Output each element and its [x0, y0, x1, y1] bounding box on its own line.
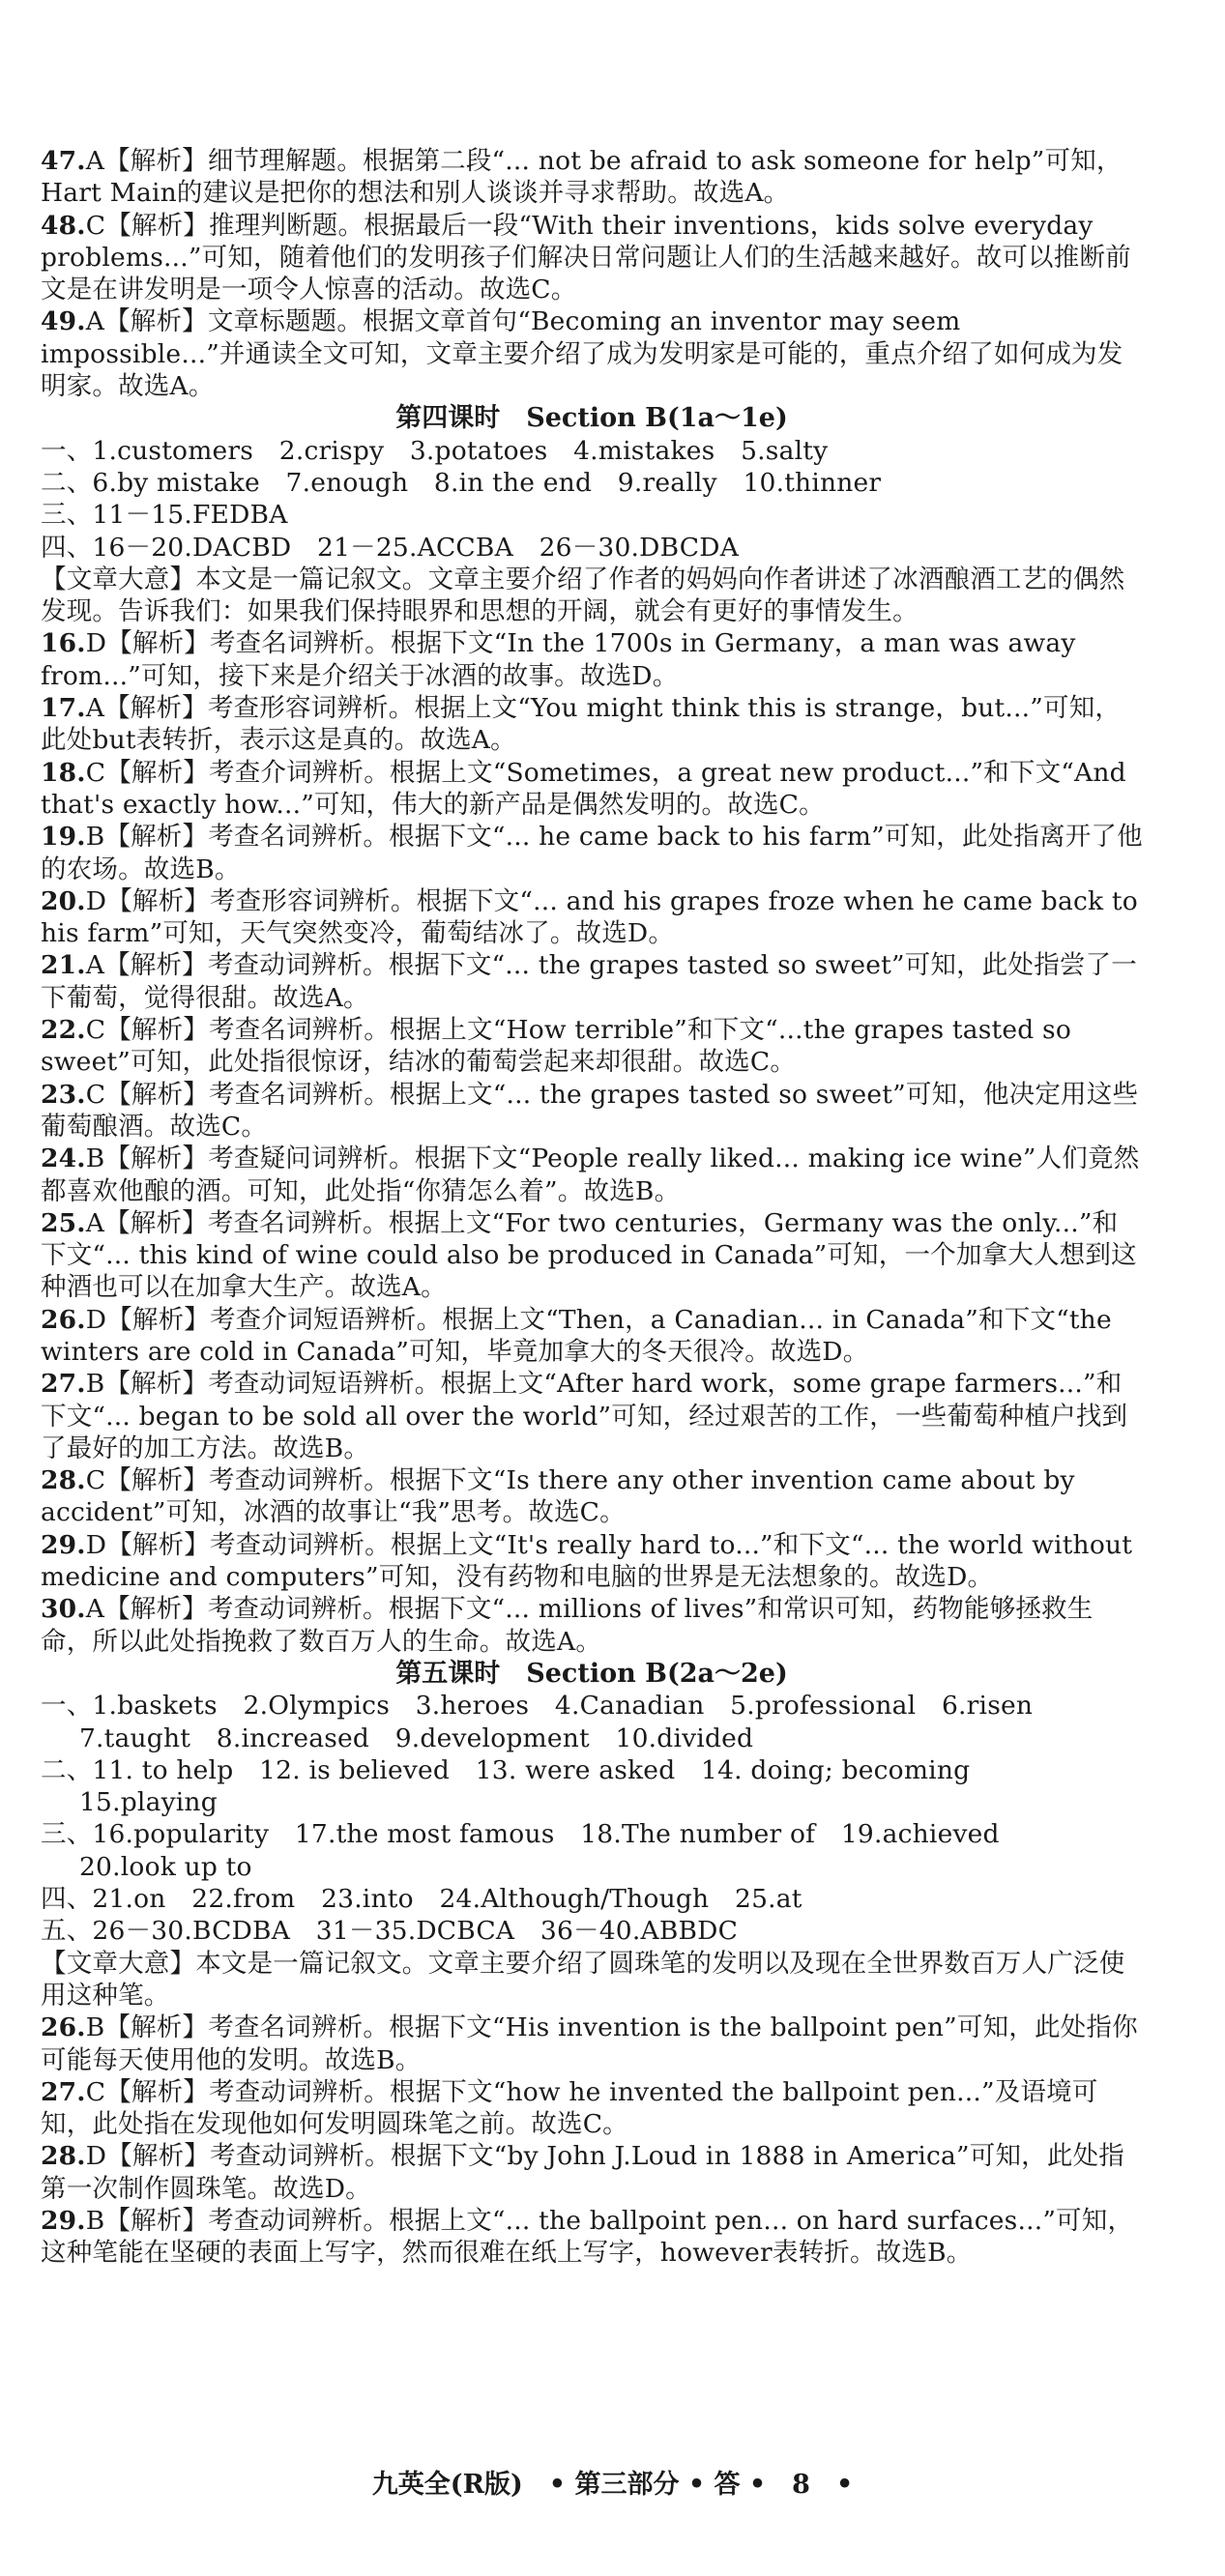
- answers-part4: 四、16－20.DACBD 21－25.ACCBA 26－30.DBCDA: [41, 532, 740, 563]
- section-heading-lesson5: 第五课时 Section B(2a～2e): [395, 1658, 788, 1689]
- answer-28-lesson5: 28.D【解析】考查动词辨析。根据下文“by John J.Loud in 1888 in America”可知，此处指第一次制作圆珠笔。故选D。: [41, 2141, 1124, 2204]
- answer-27: 27.B【解析】考查动词短语辨析。根据上文“After hard work，some grape farmers...”和下文“... began to be sold all over the world”可知，经过艰苦的工作，一些葡萄种植户找到了最好的加工方法。故选B。: [41, 1369, 1128, 1463]
- page-footer: 九英全(R版) • 第三部分 • 答 • 8 •: [371, 2470, 854, 2500]
- answer-16: 16.D【解析】考查名词辨析。根据下文“In the 1700s in Germany，a man was away from...”可知，接下来是介绍关于冰酒的故事。故选D。: [41, 628, 1076, 691]
- section-heading-lesson4: 第四课时 Section B(1a～1e): [395, 403, 788, 434]
- answer-23: 23.C【解析】考查名词辨析。根据上文“... the grapes tasted so sweet”可知，他决定用这些葡萄酿酒。故选C。: [41, 1079, 1139, 1142]
- answer-22: 22.C【解析】考查名词辨析。根据上文“How terrible”和下文“...the grapes tasted so sweet”可知，此处指很惊讶，结冰的葡萄尝起来却很甜。故选C。: [41, 1015, 1071, 1078]
- answer-18: 18.C【解析】考查介词辨析。根据上文“Sometimes，a great new product...”和下文“And that's exactly how...”可知，伟大的新产品是偶然发明的。故选C。: [41, 757, 1126, 820]
- answer-29: 29.D【解析】考查动词辨析。根据上文“It's really hard to...”和下文“... the world without medicine and computers”可知，没有药物和电脑的世界是无法想象的。故选D。: [41, 1529, 1133, 1593]
- answer-47: 47.A【解析】细节理解题。根据第二段“... not be afraid to ask someone for help”可知，Hart Main的建议是把你的想法和别人谈谈并寻求帮助。故选A。: [41, 146, 1123, 209]
- answers-part2-lesson5: 二、11. to help 12. is believed 13. were asked 14. doing; becoming: [41, 1754, 971, 1785]
- answer-27-lesson5: 27.C【解析】考查动词辨析。根据下文“how he invented the ballpoint pen...”及语境可知，此处指在发现他如何发明圆珠笔之前。故选C。: [41, 2076, 1098, 2140]
- answer-19: 19.B【解析】考查名词辨析。根据下文“... he came back to his farm”可知，此处指离开了他的农场。故选B。: [41, 822, 1143, 884]
- answer-20: 20.D【解析】考查形容词辨析。根据下文“... and his grapes froze when he came back to his farm”可知，天气突然变冷，葡萄结冰了。故选D。: [41, 885, 1138, 949]
- answer-28: 28.C【解析】考查动词辨析。根据下文“Is there any other invention came about by accident”可知，冰酒的故事让“我”思考。故选C。: [41, 1465, 1075, 1528]
- answer-26: 26.D【解析】考查介词短语辨析。根据上文“Then，a Canadian... in Canada”和下文“the winters are cold in Canada”可知，毕竟加拿大的冬天很冷。故选D。: [41, 1304, 1112, 1367]
- answer-25: 25.A【解析】考查名词辨析。根据上文“For two centuries，Germany was the only...”和下文“... this kind of wine could also be produced in Canada”可知，一个加拿大人想到这种酒也可以在加拿大生产。故选A。: [41, 1207, 1137, 1303]
- answers-part4-lesson5: 四、21.on 22.from 23.into 24.Although/Though 25.at: [41, 1884, 802, 1915]
- answer-page: [41, 145, 1143, 2270]
- answers-part3-lesson5: 三、16.popularity 17.the most famous 18.The number of 19.achieved: [41, 1819, 1000, 1850]
- answers-part1-lesson5-cont: 7.taught 8.increased 9.development 10.divided: [79, 1722, 754, 1753]
- answers-part1-lesson5: 一、1.baskets 2.Olympics 3.heroes 4.Canadian 5.professional 6.risen: [41, 1691, 1034, 1722]
- answer-26-lesson5: 26.B【解析】考查名词辨析。根据下文“His invention is the ballpoint pen”可知，此处指你可能每天使用他的发明。故选B。: [41, 2012, 1138, 2075]
- answers-part5-lesson5: 五、26－30.BCDBA 31－35.DCBCA 36－40.ABBDC: [41, 1916, 739, 1947]
- answer-30: 30.A【解析】考查动词辨析。根据下文“... millions of lives”和常识可知，药物能够拯救生命，所以此处指挽救了数百万人的生命。故选A。: [41, 1594, 1094, 1657]
- answer-21: 21.A【解析】考查动词辨析。根据下文“... the grapes tasted so sweet”可知，此处指尝了一下葡萄，觉得很甜。故选A。: [41, 950, 1138, 1013]
- article-summary: 【文章大意】本文是一篇记叙文。文章主要介绍了作者的妈妈向作者讲述了冰酒酿酒工艺的偶然发现。告诉我们：如果我们保持眼界和思想的开阔，就会有更好的事情发生。: [41, 564, 1125, 627]
- answers-part1: 一、1.customers 2.crispy 3.potatoes 4.mistakes 5.salty: [41, 435, 829, 466]
- answer-24: 24.B【解析】考查疑问词辨析。根据下文“People really liked... making ice wine”人们竟然都喜欢他酿的酒。可知，此处指“你猜怎么着”。故选B。: [41, 1143, 1140, 1206]
- answers-part2-lesson5-cont: 15.playing: [79, 1787, 218, 1818]
- answers-part3-lesson5-cont: 20.look up to: [79, 1851, 252, 1882]
- answer-49: 49.A【解析】文章标题题。根据文章首句“Becoming an inventor may seem impossible...”并通读全文可知，文章主要介绍了成为发明家是可能的，重点介绍了如何成为发明家。故选A。: [41, 306, 1123, 402]
- article-summary-lesson5: 【文章大意】本文是一篇记叙文。文章主要介绍了圆珠笔的发明以及现在全世界数百万人广泛使用这种笔。: [41, 1948, 1125, 2011]
- answer-29-lesson5: 29.B【解析】考查动词辨析。根据上文“... the ballpoint pen... on hard surfaces...”可知，这种笔能在坚硬的表面上写字，然而很难在纸上写字，however表转折。故选B。: [41, 2206, 1134, 2269]
- answer-17: 17.A【解析】考查形容词辨析。根据上文“You might think this is strange，but...”可知，此处but表转折，表示这是真的。故选A。: [41, 693, 1122, 756]
- answer-48: 48.C【解析】推理判断题。根据最后一段“With their inventions，kids solve everyday problems...”可知，随着他们的发明孩子们解决日常问题让人们的生活越来越好。故可以推断前文是在讲发明是一项令人惊喜的活动。故选C。: [41, 210, 1131, 305]
- answers-part3: 三、11－15.FEDBA: [41, 500, 288, 531]
- answers-part2: 二、6.by mistake 7.enough 8.in the end 9.really 10.thinner: [41, 467, 882, 498]
